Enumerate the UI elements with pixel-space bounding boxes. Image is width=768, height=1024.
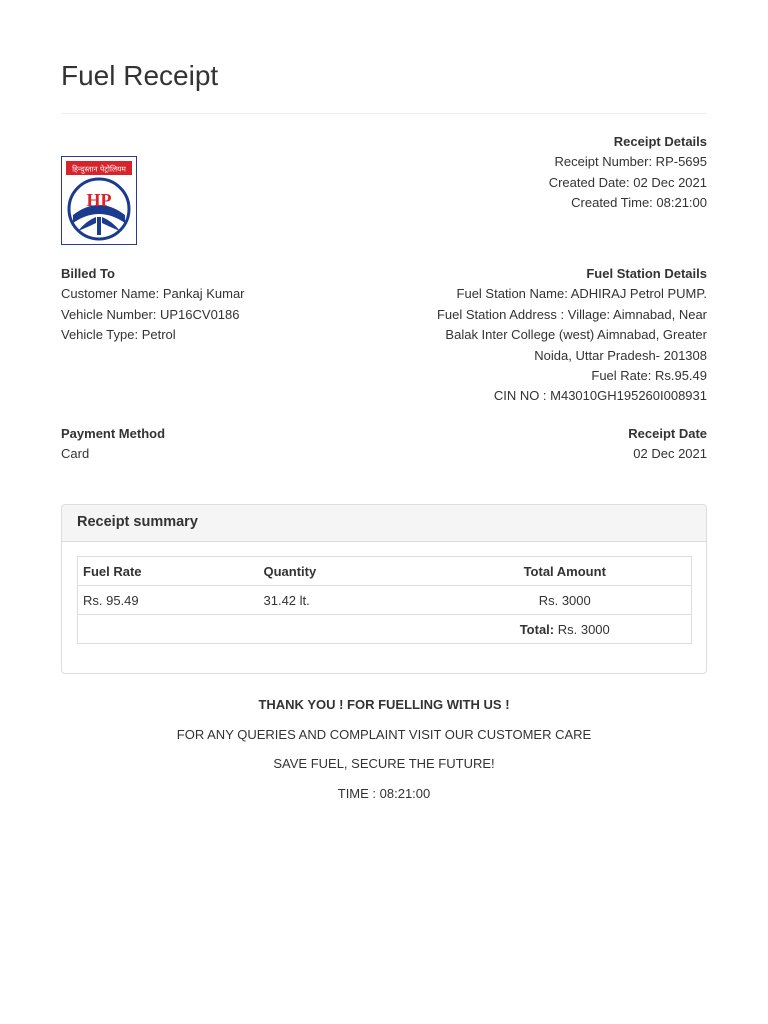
column-header-total-amount: Total Amount [439, 557, 692, 586]
receipt-date [407, 424, 707, 465]
station-fuel-rate: Fuel Rate: Rs.95.49 [591, 368, 707, 384]
receipt-summary-table [77, 556, 692, 644]
page-title: Fuel Receipt [61, 60, 219, 91]
created-time: Created Time: 08:21:00 [571, 195, 707, 211]
receipt-date-value: 02 Dec 2021 [633, 446, 707, 462]
column-header-quantity: Quantity [259, 557, 439, 586]
table-total-row [78, 615, 692, 644]
hp-logo [61, 156, 137, 245]
cell-quantity: 31.42 lt. [259, 586, 439, 615]
cell-fuel-rate: Rs. 95.49 [78, 586, 259, 615]
cell-empty [259, 615, 439, 644]
payment-method-value: Card [61, 446, 90, 462]
receipt-footer [61, 690, 707, 808]
receipt-number: Receipt Number: RP-5695 [554, 154, 707, 170]
receipt-details [407, 132, 707, 214]
vehicle-type: Vehicle Type: Petrol [61, 327, 176, 343]
total-label: Total: [519, 621, 555, 637]
logo-mark-text: HP [86, 190, 112, 210]
hp-logo-icon [62, 157, 136, 244]
receipt-details-heading: Receipt Details [613, 134, 707, 149]
total-value: Rs. 3000 [554, 621, 610, 637]
billed-to-heading: Billed To [61, 266, 115, 281]
vehicle-number: Vehicle Number: UP16CV0186 [61, 306, 240, 322]
receipt-date-heading: Receipt Date [628, 426, 707, 441]
footer-time: TIME : 08:21:00 [337, 785, 431, 801]
billed-to [61, 264, 361, 346]
receipt-summary-panel [61, 504, 707, 674]
column-header-fuel-rate: Fuel Rate [78, 557, 259, 586]
station-address-line-2: Balak Inter College (west) Aimnabad, Greater [445, 327, 707, 343]
station-address-line-1: Fuel Station Address : Village: Aimnabad, Near [436, 306, 707, 322]
payment-method-heading: Payment Method [61, 426, 166, 441]
station-address-line-3: Noida, Uttar Pradesh- 201308 [534, 347, 707, 363]
station-name: Fuel Station Name: ADHIRAJ Petrol PUMP. [456, 286, 707, 302]
fuel-station-details [407, 264, 707, 407]
customer-name: Customer Name: Pankaj Kumar [61, 286, 245, 302]
receipt-summary-heading: Receipt summary [62, 505, 706, 542]
station-cin: CIN NO : M43010GH195260I008931 [493, 388, 707, 404]
logo-hindi-text: हिन्दुस्तान पेट्रोलियम [72, 164, 126, 174]
cell-total-amount: Rs. 3000 [439, 586, 692, 615]
created-date: Created Date: 02 Dec 2021 [548, 174, 707, 190]
cell-total [439, 615, 692, 644]
table-header-row [78, 557, 692, 586]
table-row [78, 586, 692, 615]
footer-slogan: SAVE FUEL, SECURE THE FUTURE! [273, 756, 495, 771]
title-divider [61, 113, 707, 114]
footer-thanks: THANK YOU ! FOR FUELLING WITH US ! [258, 697, 510, 712]
station-heading: Fuel Station Details [586, 266, 707, 281]
cell-empty [78, 615, 259, 644]
footer-queries: FOR ANY QUERIES AND COMPLAINT VISIT OUR CUSTOMER CARE [176, 726, 592, 742]
payment-method [61, 424, 361, 465]
